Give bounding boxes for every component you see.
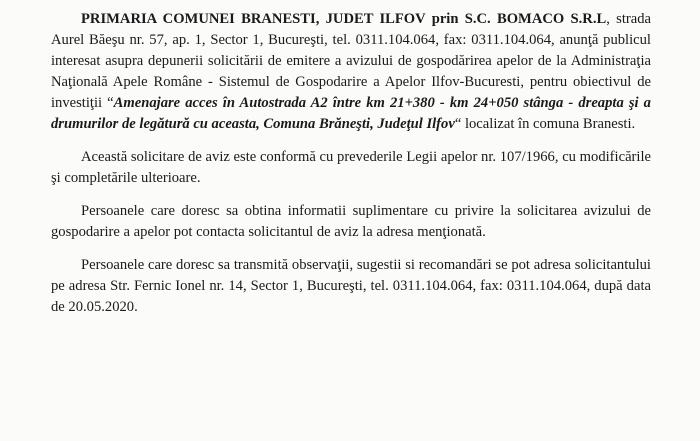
announcement-document (51, 9, 651, 318)
intro-text: , strada Aurel Băeşu nr. 57, ap. 1, Sector 1, Bucureşti, tel. 0311.104.064, fax: 0311.104.064, anunţă publicul interesat asupra depunerii solicitării de emitere a avizului de gospodărirea apelor de la Administraţia Naţională Apele Române - Sistemul de Gospodarire a Apelor Ilfov-Bucuresti, pentru obiectivul de investiţii “ (51, 11, 651, 111)
project-title: Amenajare acces în Autostrada A2 între km 21+380 - km 24+050 stânga - dreapta şi a drumurilor de legătură cu aceasta, Comuna Brăneşti, Judeţul Ilfov (51, 95, 651, 132)
legal-conformity-paragraph: Această solicitare de aviz este conformă cu prevederile Legii apelor nr. 107/1966, cu modificările şi completările ulterioare. (51, 149, 651, 186)
intro-paragraph (51, 9, 651, 135)
sender-name: PRIMARIA COMUNEI BRANESTI, JUDET ILFOV prin S.C. BOMACO S.R.L (81, 11, 607, 27)
intro-text-end: “ localizat în comuna Branesti. (454, 116, 636, 132)
information-paragraph: Persoanele care doresc sa obtina informatii suplimentare cu privire la solicitarea avizului de gospodarire a apelor pot contacta solicitantul de aviz la adresa menţionată. (51, 203, 651, 240)
observations-paragraph: Persoanele care doresc sa transmită observaţii, sugestii si recomandări se pot adresa solicitantului pe adresa Str. Fernic Ionel nr. 14, Sector 1, Bucureşti, tel. 0311.104.064, fax: 0311.104.064, după data de 20.05.2020. (51, 257, 651, 315)
